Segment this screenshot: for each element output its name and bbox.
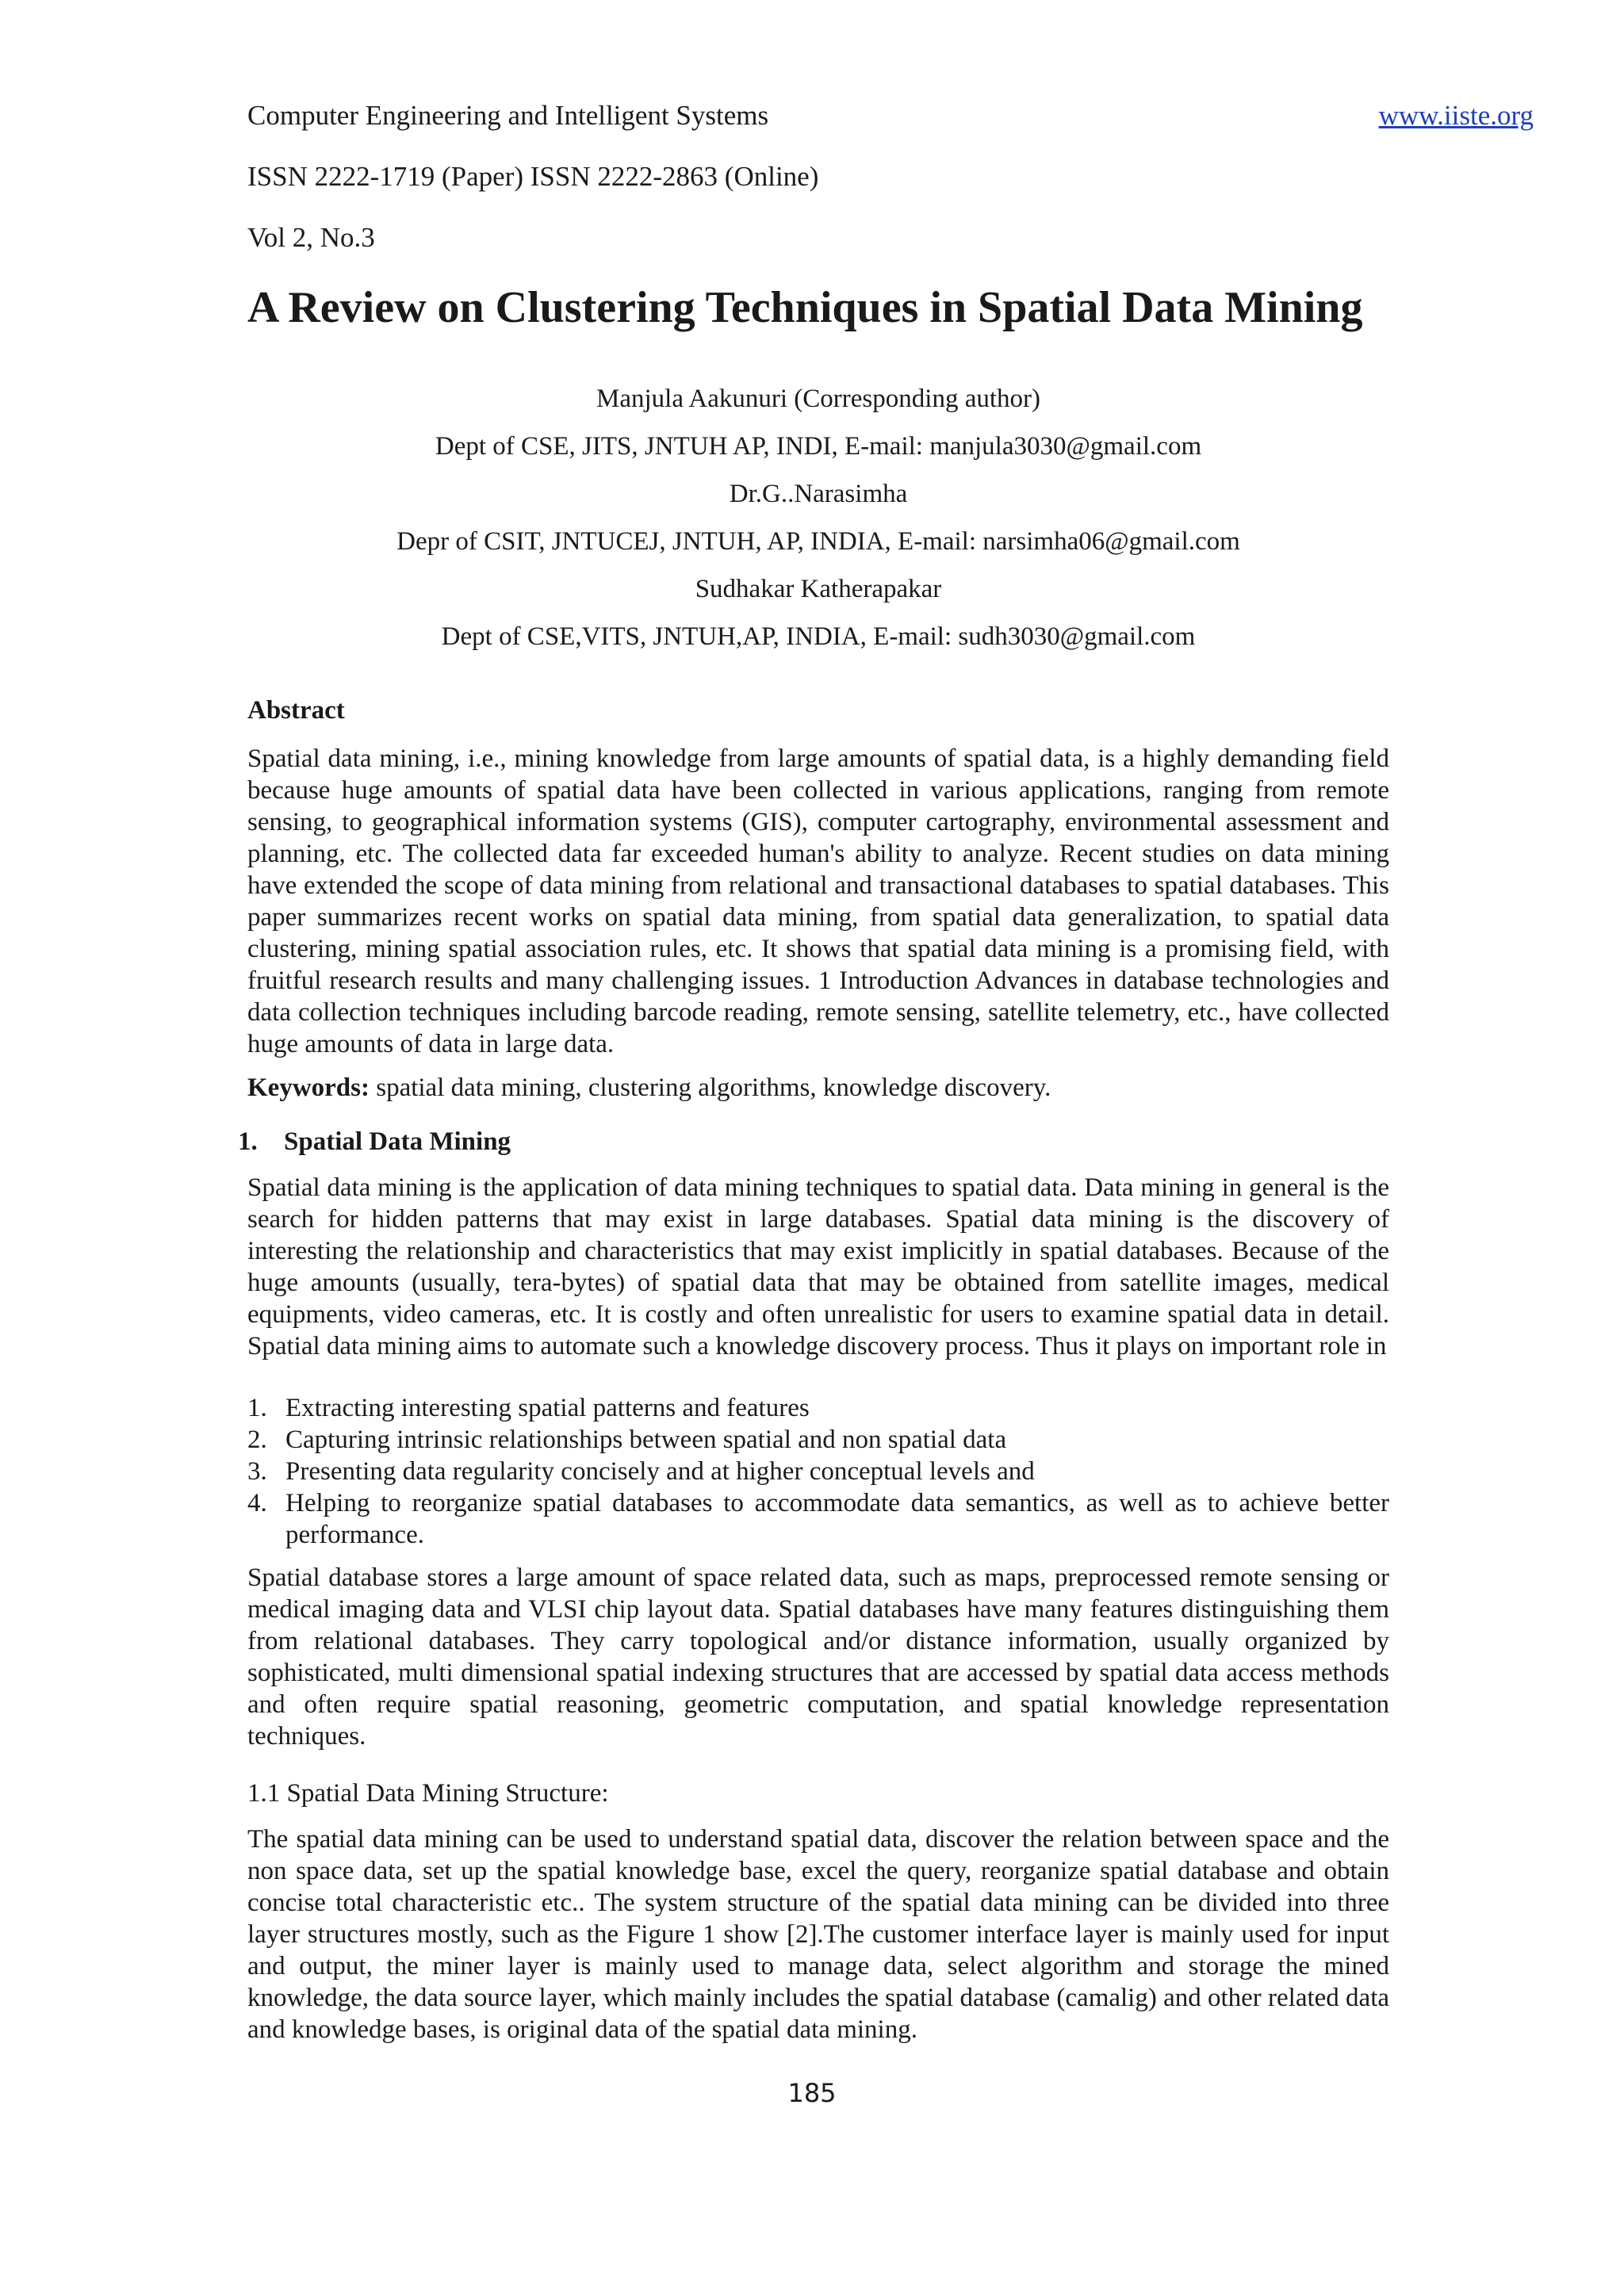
section-paragraph: The spatial data mining can be used to understand spatial data, discover the relation between space and the non space data, set up the spatial knowledge base, excel the query, reorganize spatial database and obtain concise total characteristic etc.. The system structure of the spatial data mining can be divided into three layer structures mostly, such as the Figure 1 show [2].The customer interface layer is mainly used for input and output, the miner layer is mainly used to manage data, select algorithm and storage the mined knowledge, the data source layer, which mainly includes the spatial database (camalig) and other related data and knowledge bases, is original data of the spatial data mining. — [247, 1825, 1390, 2044]
journal-name: Computer Engineering and Intelligent Systems — [247, 100, 769, 131]
subsection-heading: 1.1 Spatial Data Mining Structure: — [247, 1779, 609, 1808]
section-paragraph: Spatial data mining is the application of data mining techniques to spatial data. Data mining in general is the search for hidden patterns that may exist in large databases. Spatial data mining is the discovery of interesting the relationship and characteristics that may exist implicitly in spatial databases. Because of the huge amounts (usually, tera-bytes) of spatial data that may be obtained from satellite images, medical equipments, video cameras, etc. It is costly and often unrealistic for users to examine spatial data in detail. Spatial data mining aims to automate such a knowledge discovery process. Thus it plays on important role in — [247, 1173, 1389, 1360]
page-number: 185 — [787, 2078, 837, 2108]
list-item-number: 1. — [247, 1394, 267, 1422]
list-item-number: 4. — [247, 1489, 267, 1517]
list-item — [247, 1392, 1389, 1424]
list-item-number: 3. — [247, 1457, 267, 1486]
abstract-heading: Abstract — [247, 696, 345, 725]
list-item-text: Extracting interesting spatial patterns and features — [285, 1394, 810, 1422]
section-heading — [238, 1124, 511, 1159]
author-affiliation: Dept of CSE, JITS, JNTUH AP, INDI, E-mail: manjula3030@gmail.com — [435, 432, 1202, 461]
section-title: Spatial Data Mining — [284, 1127, 511, 1156]
volume-line: Vol 2, No.3 — [247, 222, 375, 253]
paper-title: A Review on Clustering Techniques in Spatial Data Mining — [247, 283, 1363, 332]
list-item — [247, 1487, 1389, 1551]
list-item-text: Helping to reorganize spatial databases to accommodate data semantics, as well as to achieve better performance. — [285, 1489, 1389, 1549]
list-item-text: Capturing intrinsic relationships between spatial and non spatial data — [285, 1425, 1007, 1454]
author-name: Dr.G..Narasimha — [729, 480, 908, 508]
keywords-line — [247, 1070, 1051, 1105]
keywords-label: Keywords: — [247, 1073, 370, 1102]
section-number: 1. — [238, 1127, 258, 1156]
list-item-text: Presenting data regularity concisely and at higher conceptual levels and — [285, 1457, 1035, 1486]
author-affiliation: Depr of CSIT, JNTUCEJ, JNTUH, AP, INDIA, E-mail: narsimha06@gmail.com — [396, 527, 1240, 556]
issn-line: ISSN 2222-1719 (Paper) ISSN 2222-2863 (Online) — [247, 161, 819, 192]
author-block — [247, 375, 1389, 660]
list-item-number: 2. — [247, 1425, 267, 1454]
section-paragraph: Spatial database stores a large amount of space related data, such as maps, preprocessed remote sensing or medical imaging data and VLSI chip layout data. Spatial databases have many features distinguishing them from relational databases. They carry topological and/or distance information, usually organized by sophisticated, multi dimensional spatial indexing structures that are accessed by spatial data access methods and often require spatial reasoning, geometric computation, and spatial knowledge representation techniques. — [247, 1563, 1389, 1751]
author-name: Sudhakar Katherapakar — [695, 575, 942, 603]
author-name: Manjula Aakunuri (Corresponding author) — [596, 385, 1040, 413]
list-item — [247, 1424, 1389, 1456]
abstract-text: Spatial data mining, i.e., mining knowledge from large amounts of spatial data, is a highly demanding field because huge amounts of spatial data have been collected in various applications, ranging from remote sensing, to geographical information systems (GIS), computer cartography, environmental assessment and planning, etc. The collected data far exceeded human's ability to analyze. Recent studies on data mining have extended the scope of data mining from relational and transactional databases to spatial databases. This paper summarizes recent works on spatial data mining, from spatial data generalization, to spatial data clustering, mining spatial association rules, etc. It shows that spatial data mining is a promising field, with fruitful research results and many challenging issues. 1 Introduction Advances in database technologies and data collection techniques including barcode reading, remote sensing, satellite telemetry, etc., have collected huge amounts of data in large data. — [247, 744, 1389, 1058]
list-item — [247, 1456, 1389, 1487]
author-affiliation: Dept of CSE,VITS, JNTUH,AP, INDIA, E-mail: sudh3030@gmail.com — [441, 622, 1196, 651]
journal-website-link[interactable]: www.iiste.org — [1378, 100, 1534, 131]
role-list — [247, 1392, 1389, 1551]
keywords-text: spatial data mining, clustering algorithms, knowledge discovery. — [369, 1073, 1051, 1102]
